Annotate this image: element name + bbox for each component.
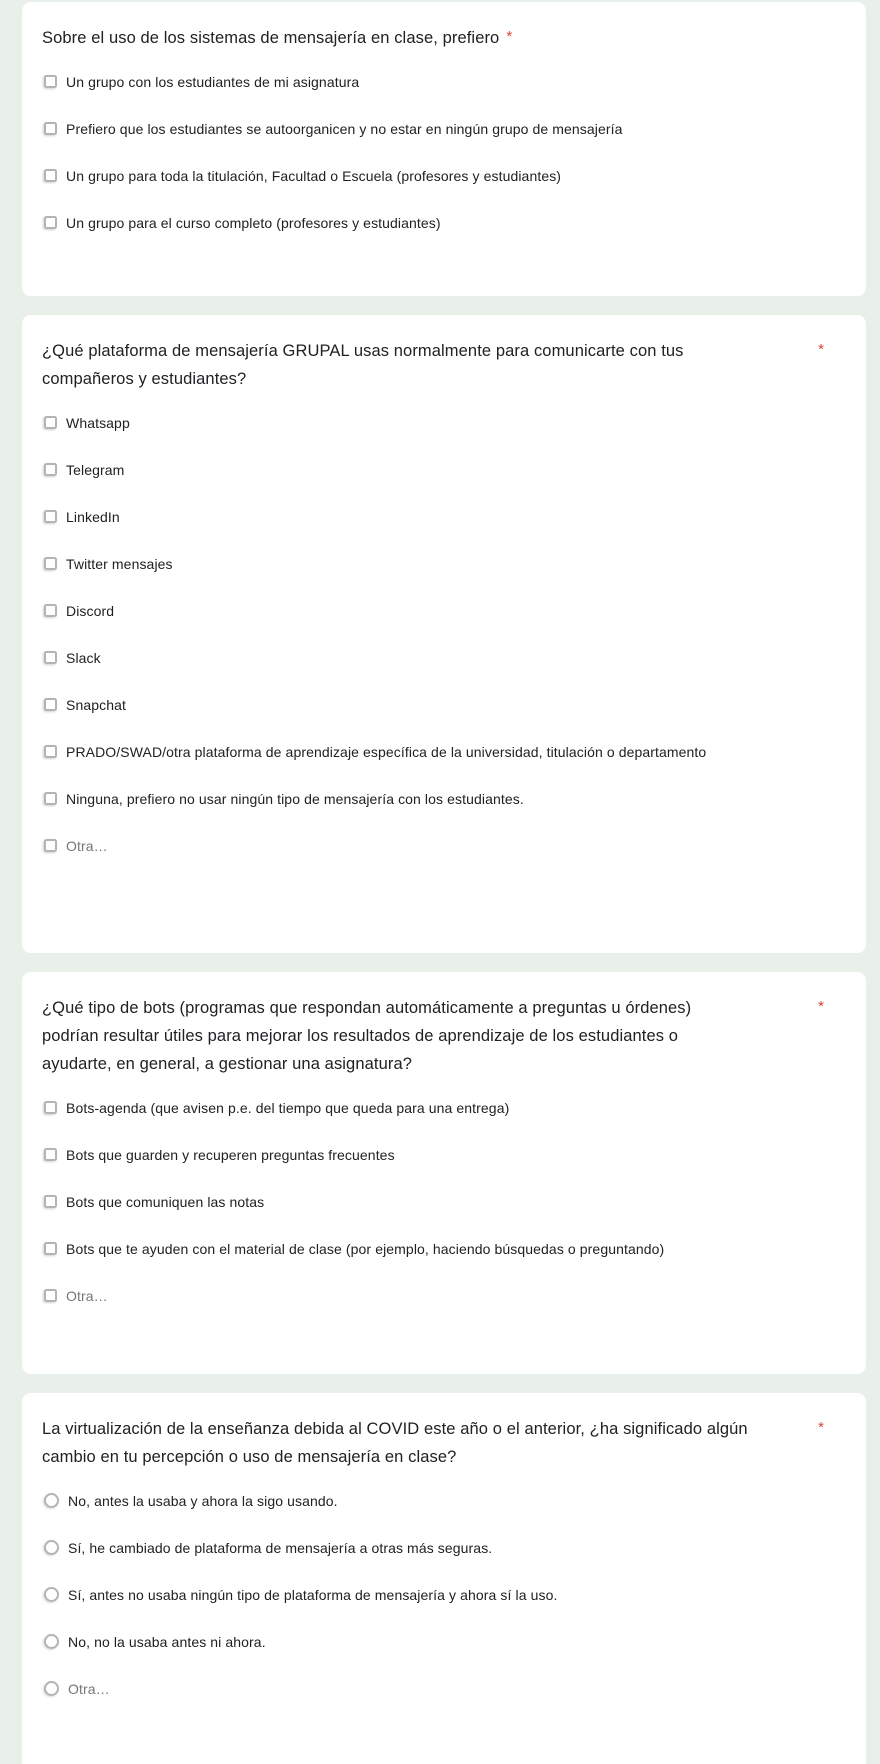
checkbox-option[interactable] — [42, 105, 842, 152]
required-asterisk: * — [818, 998, 824, 1015]
checkbox-option[interactable] — [42, 775, 842, 822]
options-list — [42, 1477, 842, 1712]
question-card-messaging-preference — [22, 2, 866, 296]
checkbox-icon[interactable] — [44, 792, 57, 805]
checkbox-option[interactable] — [42, 1225, 842, 1272]
question-title — [42, 337, 842, 393]
radio-option-other[interactable] — [42, 1665, 842, 1712]
checkbox-option[interactable] — [42, 587, 842, 634]
checkbox-option[interactable] — [42, 399, 842, 446]
option-label: Discord — [66, 602, 115, 619]
radio-option[interactable] — [42, 1477, 842, 1524]
checkbox-option[interactable] — [42, 152, 842, 199]
checkbox-icon[interactable] — [44, 1148, 57, 1161]
checkbox-option-other[interactable] — [42, 822, 842, 869]
required-asterisk: * — [506, 28, 513, 45]
option-label: Bots que comuniquen las notas — [66, 1193, 265, 1210]
question-card-bot-types — [22, 972, 866, 1374]
checkbox-option[interactable] — [42, 540, 842, 587]
radio-icon[interactable] — [44, 1681, 59, 1696]
checkbox-option[interactable] — [42, 199, 842, 246]
option-label: No, no la usaba antes ni ahora. — [68, 1633, 266, 1650]
checkbox-option[interactable] — [42, 728, 842, 775]
checkbox-option[interactable] — [42, 634, 842, 681]
option-label: Prefiero que los estudiantes se autoorganicen y no estar en ningún grupo de mensajería — [66, 120, 623, 137]
checkbox-option[interactable] — [42, 493, 842, 540]
option-label: Sí, he cambiado de plataforma de mensajería a otras más seguras. — [68, 1539, 493, 1556]
checkbox-option[interactable] — [42, 58, 842, 105]
option-label: Sí, antes no usaba ningún tipo de plataforma de mensajería y ahora sí la uso. — [68, 1586, 558, 1603]
question-title — [42, 994, 842, 1078]
question-title — [42, 1415, 842, 1471]
option-label: Whatsapp — [66, 414, 130, 431]
radio-icon[interactable] — [44, 1493, 59, 1508]
option-label: Bots-agenda (que avisen p.e. del tiempo que queda para una entrega) — [66, 1099, 510, 1116]
option-label: Un grupo para el curso completo (profesores y estudiantes) — [66, 214, 441, 231]
radio-option[interactable] — [42, 1571, 842, 1618]
question-text: Sobre el uso de los sistemas de mensajería en clase, prefiero — [42, 29, 500, 47]
required-asterisk: * — [818, 1419, 824, 1436]
checkbox-option[interactable] — [42, 446, 842, 493]
checkbox-icon[interactable] — [44, 604, 57, 617]
option-label: Un grupo para toda la titulación, Facultad o Escuela (profesores y estudiantes) — [66, 167, 562, 184]
checkbox-option[interactable] — [42, 1131, 842, 1178]
question-text: La virtualización de la enseñanza debida al COVID este año o el anterior, ¿ha significado algún cambio en tu percepción o uso de mensajería en clase? — [42, 1420, 748, 1466]
option-label: Bots que guarden y recuperen preguntas frecuentes — [66, 1146, 395, 1163]
option-label: Un grupo con los estudiantes de mi asignatura — [66, 73, 360, 90]
checkbox-icon[interactable] — [44, 1101, 57, 1114]
checkbox-option[interactable] — [42, 1178, 842, 1225]
radio-icon[interactable] — [44, 1540, 59, 1555]
radio-icon[interactable] — [44, 1587, 59, 1602]
checkbox-icon[interactable] — [44, 416, 57, 429]
option-label: Otra… — [66, 1287, 108, 1304]
checkbox-icon[interactable] — [44, 745, 57, 758]
radio-option[interactable] — [42, 1524, 842, 1571]
option-label: No, antes la usaba y ahora la sigo usando. — [68, 1492, 338, 1509]
option-label: Otra… — [68, 1680, 110, 1697]
checkbox-icon[interactable] — [44, 557, 57, 570]
checkbox-icon[interactable] — [44, 1195, 57, 1208]
question-text: ¿Qué plataforma de mensajería GRUPAL usas normalmente para comunicarte con tus compañeros y estudiantes? — [42, 342, 684, 388]
question-card-group-messaging-platform — [22, 315, 866, 953]
checkbox-icon[interactable] — [44, 1242, 57, 1255]
checkbox-icon[interactable] — [44, 169, 57, 182]
option-label: Snapchat — [66, 696, 126, 713]
required-asterisk: * — [818, 341, 824, 358]
checkbox-icon[interactable] — [44, 75, 57, 88]
checkbox-icon[interactable] — [44, 122, 57, 135]
option-label: Slack — [66, 649, 101, 666]
checkbox-option[interactable] — [42, 681, 842, 728]
option-label: Twitter mensajes — [66, 555, 173, 572]
checkbox-option-other[interactable] — [42, 1272, 842, 1319]
options-list — [42, 58, 842, 246]
checkbox-icon[interactable] — [44, 1289, 57, 1302]
checkbox-option[interactable] — [42, 1084, 842, 1131]
option-label: Bots que te ayuden con el material de clase (por ejemplo, haciendo búsquedas o preguntando) — [66, 1240, 665, 1257]
options-list — [42, 399, 842, 869]
checkbox-icon[interactable] — [44, 463, 57, 476]
question-text: ¿Qué tipo de bots (programas que respondan automáticamente a preguntas u órdenes) podrían resultar útiles para mejorar los resultados de aprendizaje de los estudiantes o ayudarte, en general, a gestionar una asignatura? — [42, 999, 692, 1073]
option-label: PRADO/SWAD/otra plataforma de aprendizaje específica de la universidad, titulación o departamento — [66, 743, 707, 760]
checkbox-icon[interactable] — [44, 216, 57, 229]
option-label: Otra… — [66, 837, 108, 854]
radio-icon[interactable] — [44, 1634, 59, 1649]
checkbox-icon[interactable] — [44, 698, 57, 711]
checkbox-icon[interactable] — [44, 510, 57, 523]
checkbox-icon[interactable] — [44, 839, 57, 852]
question-title — [42, 24, 842, 52]
radio-option[interactable] — [42, 1618, 842, 1665]
option-label: Telegram — [66, 461, 125, 478]
option-label: LinkedIn — [66, 508, 120, 525]
options-list — [42, 1084, 842, 1319]
option-label: Ninguna, prefiero no usar ningún tipo de mensajería con los estudiantes. — [66, 790, 524, 807]
question-card-covid-virtualization — [22, 1393, 866, 1764]
checkbox-icon[interactable] — [44, 651, 57, 664]
